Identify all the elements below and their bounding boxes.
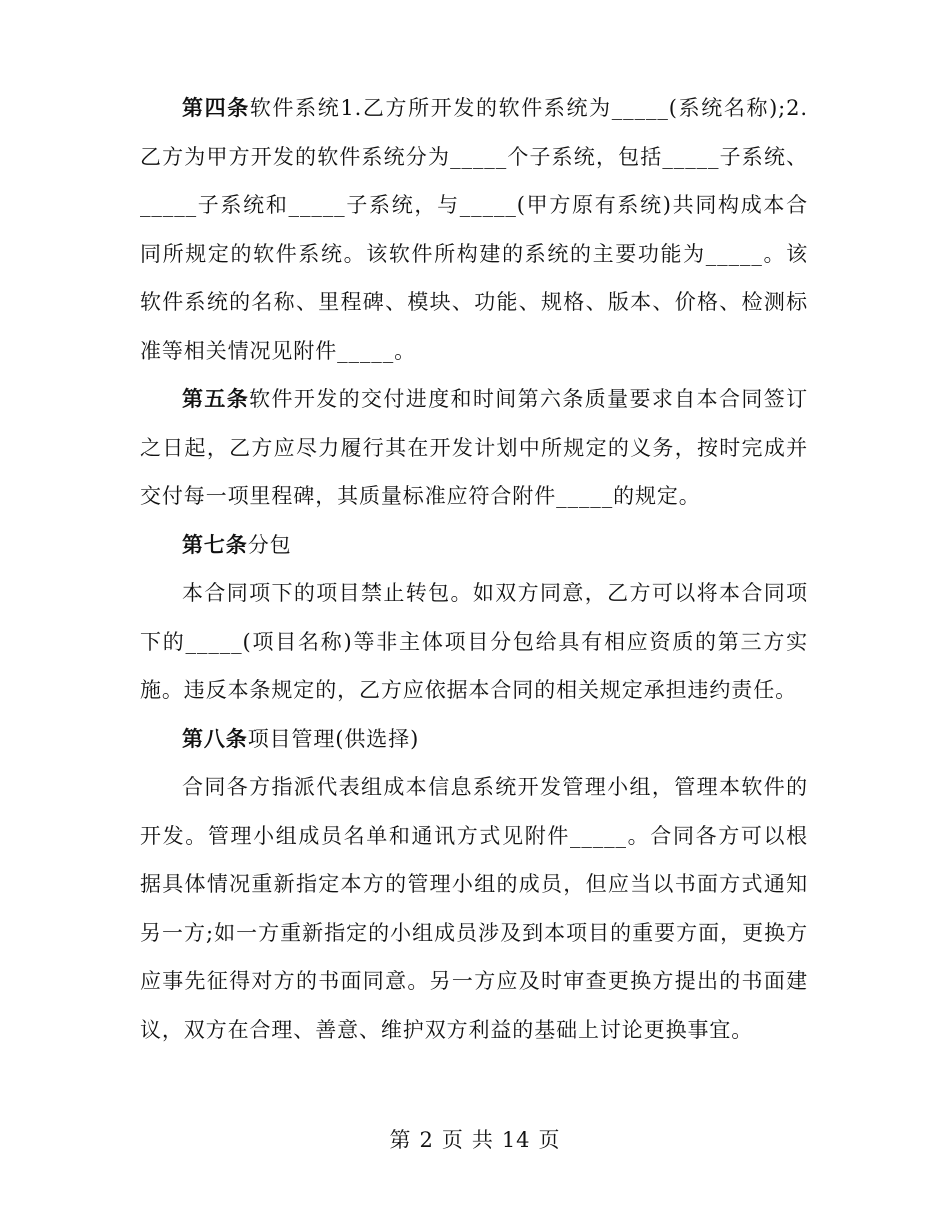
- article-7-heading: 第七条: [182, 531, 248, 557]
- article-4-text: 软件系统1.乙方所开发的软件系统为_____(系统名称);2.乙方为甲方开发的软件系统分为_____个子系统，包括_____子系统、_____子系统和_____子系统，与_____(甲方原有系统)共同构成本合同所规定的软件系统。该软件所构建的系统的主要功能为_____。该软件系统的名称、里程碑、模块、功能、规格、版本、价格、检测标准等相关情况见附件_____。: [140, 96, 808, 363]
- article-4-heading: 第四条: [182, 95, 250, 120]
- article-7-paragraph: [140, 521, 808, 570]
- article-7-title: 分包: [247, 532, 292, 557]
- footer-total-pages: 14: [501, 1128, 531, 1152]
- article-8-body: [140, 763, 808, 1054]
- article-7-body-text: 本合同项下的项目禁止转包。如双方同意，乙方可以将本合同项下的_____(项目名称)等非主体项目分包给具有相应资质的第三方实施。违反本条规定的，乙方应依据本合同的相关规定承担违约责任。: [140, 581, 808, 702]
- article-5-heading: 第五条: [182, 386, 250, 411]
- article-8-body-text: 合同各方指派代表组成本信息系统开发管理小组，管理本软件的开发。管理小组成员名单和通讯方式见附件_____。合同各方可以根据具体情况重新指定本方的管理小组的成员，但应当以书面方式通知另一方;如一方重新指定的小组成员涉及到本项目的重要方面，更换方应事先征得对方的书面同意。另一方应及时审查更换方提出的书面建议，双方在合理、善意、维护双方利益的基础上讨论更换事宜。: [140, 775, 808, 1042]
- footer-label-gong: 共: [471, 1128, 494, 1152]
- footer-current-page: 2: [419, 1128, 434, 1152]
- footer-label-ye: 页: [441, 1128, 464, 1152]
- article-8-heading: 第八条: [182, 725, 248, 751]
- article-8-title: 项目管理(供选择): [247, 726, 420, 751]
- article-5-paragraph: [140, 375, 808, 521]
- article-7-body: [140, 569, 808, 715]
- page-footer: [0, 1124, 950, 1154]
- article-4-paragraph: [140, 84, 808, 375]
- document-body: [140, 84, 808, 1054]
- article-5-text: 软件开发的交付进度和时间第六条质量要求自本合同签订之日起，乙方应尽力履行其在开发计划中所规定的义务，按时完成并交付每一项里程碑，其质量标准应符合附件_____的规定。: [140, 387, 808, 508]
- article-8-paragraph: [140, 715, 808, 764]
- footer-label-di: 第: [389, 1128, 412, 1152]
- footer-label-ye2: 页: [538, 1128, 561, 1152]
